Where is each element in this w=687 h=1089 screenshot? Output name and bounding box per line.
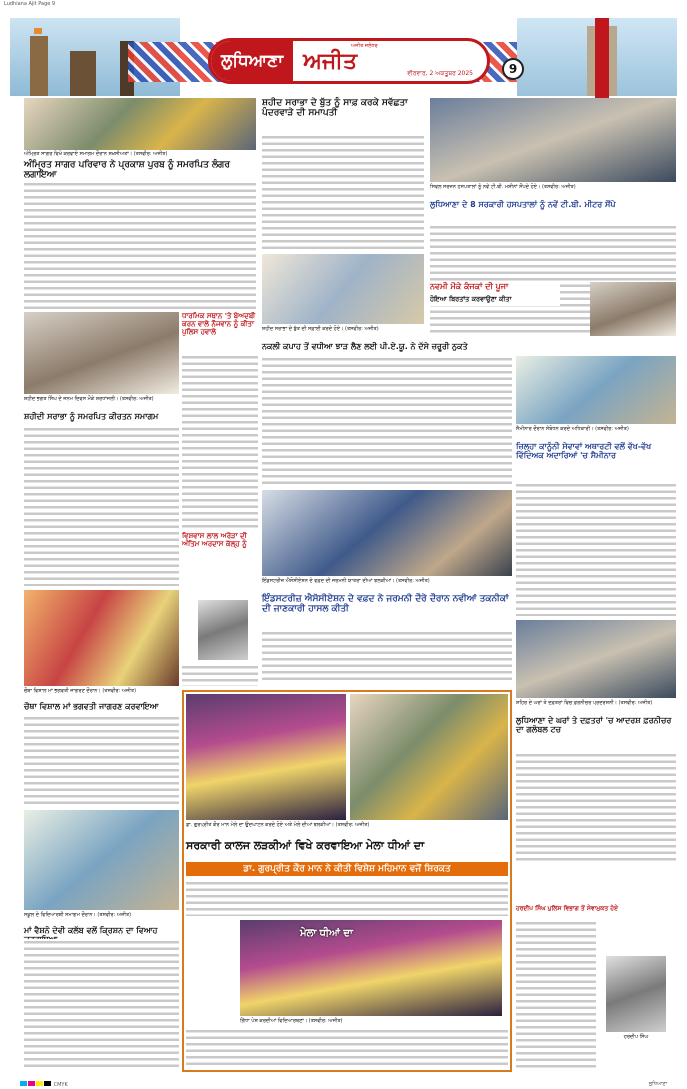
print-slug: Ludhiana Ajit Page 9	[4, 1, 56, 7]
headline-sarabha: ਸ਼ਹੀਦ ਸਰਾਭਾ ਦੇ ਬੁੱਤ ਨੂੰ ਸਾਫ਼ ਕਰਕੇ ਸਵੱਛਤਾ ਪੰਦਰਵਾੜੇ ਦੀ ਸਮਾਪਤੀ	[262, 98, 408, 119]
story-text-seminar	[516, 482, 676, 616]
photo-furniture	[516, 620, 676, 698]
photo-navmi	[590, 282, 676, 336]
photo-mela-stage	[240, 920, 502, 1016]
photo-germany	[262, 490, 512, 576]
headline-kapah: ਨਕਲੀ ਕਪਾਹ ਤੋਂ ਵਧੀਆ ਝਾੜ ਲੈਣ ਲਈ ਪੀ.ਏ.ਯੂ. ਨੇ ਦੱਸੇ ਜ਼ਰੂਰੀ ਨੁਕਤੇ	[262, 342, 468, 351]
photo-mela-1	[186, 694, 346, 820]
masthead-city: ਲੁਧਿਆਣਾ	[211, 41, 293, 81]
story-text-retirement	[516, 920, 596, 1070]
portrait-name: ਹਰਦੀਪ ਸਿੰਘ	[623, 1034, 649, 1040]
caption-germany: ਇੰਡਸਟਰੀਜ਼ ਐਸੋਸੀਏਸ਼ਨ ਦੇ ਵਫ਼ਦ ਦੀ ਜਰਮਨੀ ਯਾਤਰਾ ਦੀਆਂ ਝਲਕੀਆਂ। (ਤਸਵੀਰ: ਅਜੀਤ)	[262, 578, 430, 584]
header-photo-right	[517, 18, 677, 96]
photo-retirement	[606, 956, 666, 1032]
caption-kirtan: ਸ਼ਹੀਦ ਭਗਤ ਸਿੰਘ ਦੇ ਜਨਮ ਦਿਵਸ ਮੌਕੇ ਸ਼ਰਧਾਂਜਲੀ। (ਤਸਵੀਰ: ਅਜੀਤ)	[24, 396, 154, 402]
footer-left: CMYK	[53, 1082, 68, 1088]
headline-retirement: ਹਰਦੀਪ ਸਿੰਘ ਪੁਲਿਸ ਵਿਭਾਗ ਤੋਂ ਸੇਵਾਮੁਕਤ ਹੋਏ	[516, 905, 618, 912]
photo-kirtan	[24, 312, 179, 394]
mela-stage-sign: ਮੇਲਾ ਧੀਆਂ ਦਾ	[300, 928, 353, 939]
headline-langar: ਅੰਮ੍ਰਿਤ ਸਾਗਰ ਪਰਿਵਾਰ ਨੇ ਪ੍ਰਕਾਸ਼ ਪੁਰਬ ਨੂੰ ਸਮਰਪਿਤ ਲੰਗਰ ਲਗਾਇਆ	[24, 160, 230, 181]
footer-right: ਲੁਧਿਆਣਾ	[648, 1081, 667, 1087]
headline-seminar: ਜ਼ਿਲ੍ਹਾ ਕਾਨੂੰਨੀ ਸੇਵਾਵਾਂ ਅਥਾਰਟੀ ਵਲੋਂ ਵੱਖ-ਵੱਖ ਵਿੱਦਿਅਕ ਅਦਾਰਿਆਂ 'ਚ ਸੈਮੀਨਾਰ	[516, 442, 652, 461]
story-text-beadbi	[182, 354, 258, 528]
photo-sarabha-statue	[262, 254, 424, 324]
caption-sarabha: ਸ਼ਹੀਦ ਸਰਾਭਾ ਦੇ ਬੁੱਤ ਦੀ ਸਫ਼ਾਈ ਕਰਦੇ ਹੋਏ। (ਤਸਵੀਰ: ਅਜੀਤ)	[262, 326, 379, 332]
story-text-sarabha	[262, 134, 424, 252]
caption-seminar: ਸੈਮੀਨਾਰ ਦੌਰਾਨ ਸੰਬੋਧਨ ਕਰਦੇ ਅਧਿਕਾਰੀ। (ਤਸਵੀਰ: ਅਜੀਤ)	[516, 426, 629, 432]
headline-obituary: ਵਿਸ਼ਵਾਸ ਲਾਲ ਅਰੋੜਾ ਦੀ ਅੰਤਿਮ ਅਰਦਾਸ ਕੱਲ੍ਹ ਨੂੰ	[182, 532, 247, 549]
headline-jagran: ਚੌਥਾ ਵਿਸ਼ਾਲ ਮਾਂ ਭਗਵਤੀ ਜਾਗਰਣ ਕਰਵਾਇਆ	[24, 702, 159, 711]
headline-tb: ਲੁਧਿਆਣਾ ਦੇ 8 ਸਰਕਾਰੀ ਹਸਪਤਾਲਾਂ ਨੂੰ ਨਵੇਂ ਟੀ.ਬੀ. ਮੀਟਰ ਸੌਂਪੇ	[430, 200, 616, 209]
photo-seminar	[516, 356, 676, 424]
subheadline-navmi: ਹੋਇਆ ਬਿਰਤਾਂਤ ਕਰਵਾਉਣਾ ਕੀਤਾ	[430, 296, 560, 306]
masthead-paper: ਅਜੀਤ	[303, 48, 358, 74]
photo-jagran	[24, 590, 179, 686]
masthead-tagline: ਅਜੀਤ ਜਲੰਧਰ	[351, 43, 378, 49]
story-text-obituary	[182, 664, 258, 686]
story-text-mela	[186, 880, 508, 916]
caption-mela-stage: ਗਿੱਧਾ ਪੇਸ਼ ਕਰਦੀਆਂ ਵਿਦਿਆਰਥਣਾਂ। (ਤਸਵੀਰ: ਅਜੀਤ)	[240, 1018, 343, 1024]
caption-school: ਸਕੂਲ ਦੇ ਵਿਦਿਆਰਥੀ ਸਮਾਗਮ ਦੌਰਾਨ। (ਤਸਵੀਰ: ਅਜੀਤ)	[24, 912, 132, 918]
print-footer	[0, 1079, 687, 1089]
photo-obituary	[198, 600, 248, 660]
headline-club: ਮਾਂ ਵੈਸ਼ਨੋ ਦੇਵੀ ਕਲੱਬ ਵਲੋਂ ਕ੍ਰਿਸ਼ਨ ਦਾ ਵਿਆਹ	[24, 926, 158, 935]
headline-navmi: ਨਵਮੀ ਮੌਕੇ ਕੰਜਕਾਂ ਦੀ ਪੂਜਾ	[430, 282, 560, 294]
masthead	[208, 38, 490, 84]
story-text-kirtan	[24, 426, 179, 586]
story-text-kapah	[262, 356, 512, 488]
headline-kirtan: ਸ਼ਹੀਦੀ ਸਰਾਭਾ ਨੂੰ ਸਮਰਪਿਤ ਕੀਰਤਨ ਸਮਾਗਮ	[24, 412, 159, 421]
masthead-area	[10, 18, 677, 96]
story-text-club	[24, 939, 179, 1069]
page-number: 9	[502, 58, 524, 80]
photo-tb-machines	[430, 98, 676, 182]
masthead-date: ਵੀਰਵਾਰ, 2 ਅਕਤੂਬਰ 2025	[407, 70, 473, 77]
caption-jagran: ਚੌਥਾ ਵਿਸ਼ਾਲ ਮਾਂ ਭਗਵਤੀ ਜਾਗਰਣ ਦੌਰਾਨ। (ਤਸਵੀਰ: ਅਜੀਤ)	[24, 688, 137, 694]
caption-furniture: ਸ਼ਹਿਰ ਦੇ ਘਰਾਂ ਤੇ ਦਫ਼ਤਰਾਂ ਵਿਚ ਫ਼ਰਨੀਚਰ ਪ੍ਰਦਰਸ਼ਨੀ। (ਤਸਵੀਰ: ਅਜੀਤ)	[516, 700, 653, 706]
story-text-langar	[24, 181, 256, 309]
story-text-germany	[262, 630, 512, 680]
photo-langar	[24, 98, 256, 150]
color-bar	[20, 1081, 68, 1087]
headline-germany: ਇੰਡਸਟਰੀਜ਼ ਐਸੋਸੀਏਸ਼ਨ ਦੇ ਵਫ਼ਦ ਨੇ ਜਰਮਨੀ ਦੌਰੇ ਦੌਰਾਨ ਨਵੀਆਂ ਤਕਨੀਕਾਂ ਦੀ ਜਾਣਕਾਰੀ ਹਾਸਲ ਕੀਤੀ	[262, 594, 509, 615]
photo-school	[24, 810, 179, 910]
headline-beadbi: ਧਾਰਮਿਕ ਸਥਾਨ 'ਤੇ ਬੇਅਦਬੀ ਕਰਨ ਵਾਲੇ ਨੌਜਵਾਨ ਨੂੰ ਕੀਤਾ ਪੁਲਿਸ ਹਵਾਲੇ	[182, 312, 256, 337]
caption-tb: ਸਿਵਲ ਸਰਜਨ ਹਸਪਤਾਲਾਂ ਨੂੰ ਨਵੇਂ ਟੀ.ਬੀ. ਮਸ਼ੀਨਾਂ ਸੌਂਪਦੇ ਹੋਏ। (ਤਸਵੀਰ: ਅਜੀਤ)	[430, 184, 576, 190]
headline-furniture: ਲੁਧਿਆਣਾ ਦੇ ਘਰਾਂ ਤੇ ਦਫ਼ਤਰਾਂ 'ਚ ਆਦਰਸ਼ ਫ਼ਰਨੀਚਰ ਦਾ ਗਲੋਬਲ ਟਚ	[516, 716, 672, 735]
caption-mela: ਡਾ. ਗੁਰਪ੍ਰੀਤ ਕੌਰ ਮਾਨ ਮੇਲੇ ਦਾ ਉਦਘਾਟਨ ਕਰਦੇ ਹੋਏ ਅਤੇ ਮੇਲੇ ਦੀਆਂ ਝਲਕੀਆਂ। (ਤਸਵੀਰ: ਅਜੀਤ)	[186, 822, 370, 828]
story-text-furniture	[516, 752, 676, 864]
photo-mela-2	[350, 694, 508, 820]
story-text-jagran	[24, 715, 179, 805]
mela-banner: ਡਾ. ਗੁਰਪ੍ਰੀਤ ਕੌਰ ਮਾਨ ਨੇ ਕੀਤੀ ਵਿਸ਼ੇਸ਼ ਮਹਿਮਾਨ ਵਜੋਂ ਸ਼ਿਰਕਤ	[186, 862, 508, 876]
headline-mela: ਸਰਕਾਰੀ ਕਾਲਜ ਲੜਕੀਆਂ ਵਿਖੇ ਕਰਵਾਇਆ ਮੇਲਾ ਧੀਆਂ ਦਾ	[186, 839, 425, 852]
story-text-mela-2	[186, 1028, 508, 1068]
caption-langar: ਅੰਮ੍ਰਿਤ ਸਾਗਰ ਵਿਖੇ ਕਰਵਾਏ ਸਮਾਗਮ ਦੌਰਾਨ ਸ਼ਖ਼ਸੀਅਤਾਂ। (ਤਸਵੀਰ: ਅਜੀਤ)	[24, 151, 168, 157]
